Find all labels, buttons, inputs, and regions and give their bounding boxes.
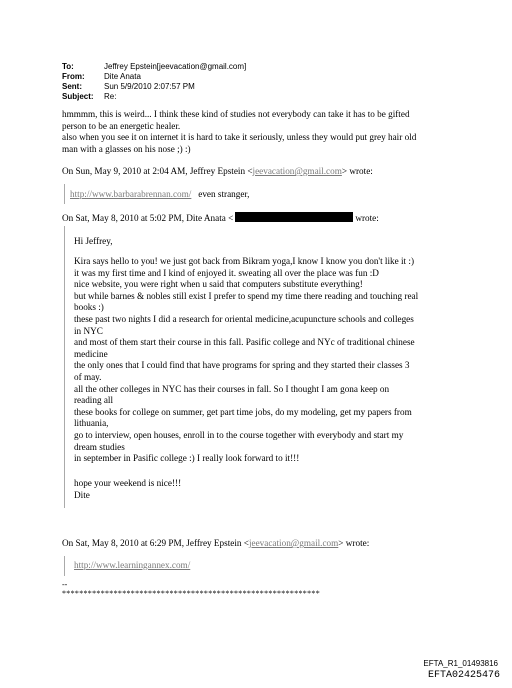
quote2-line: these past two nights I did a research for oriental medicine,acupuncture schools and colleges [74,313,414,324]
signature: Dite [74,489,90,500]
quote2-body [74,256,418,465]
quote3-attribution [62,538,369,550]
quote1-email-link[interactable]: jeevacation@gmail.com [252,166,342,176]
quote2-closing [74,478,181,501]
quote2-line: these books for college on summer, get part time jobs, do my modeling, get my papers from [74,406,412,417]
redaction-bar [235,212,353,222]
quote1-attribution-suffix: > wrote: [341,166,373,176]
quote-bar [64,184,65,204]
body-line: also when you see it on internet it is hard to take it seriously, unless they would put grey hair old [62,132,417,143]
from-value: Dite Anata [104,72,141,81]
quote2-attribution-prefix: On Sat, May 8, 2010 at 5:02 PM, Dite Anata < [62,213,234,223]
header-to-row [62,62,246,72]
body-top [62,109,416,155]
quote2-line: all the other colleges in NYC has their courses in fall. So I thought I am gona keep on [74,383,390,394]
quote2-line: nice website, you were right when u said that computers substitute everything! [74,279,363,290]
efta-r1-stamp: EFTA_R1_01493816 [423,659,498,668]
body-line: hmmmm, this is weird... I think these kind of studies not everybody can take it has to be gifted [62,109,410,119]
quote1-body [70,189,249,201]
quote2-line: of may. [74,371,102,382]
body-line: man with a glasses on his nose ;) :) [62,143,191,154]
quote2-line: go to interview, open houses, enroll in to the course together with everybody and start my [74,429,404,440]
from-label: From: [62,72,85,81]
quote2-greeting: Hi Jeffrey, [74,236,113,246]
quote2-line: dream studies [74,441,125,452]
subject-label: Subject: [62,92,94,101]
subject-value: Re: [104,92,117,101]
to-value: Jeffrey Epstein[jeevacation@gmail.com] [104,62,247,71]
quote1-link-after: even stranger, [198,189,250,199]
quote2-line: in september in Pasific college :) I really look forward to it!!! [74,453,300,464]
header-sent-row [62,82,246,92]
quote2-line: and most of them start their course in this fall. Pasific college and NYc of traditional chinese [74,337,415,348]
barbarabrennan-link[interactable]: http://www.barbarabrennan.com/ [70,189,192,199]
quote2-line: reading all [74,395,114,406]
quote2-line: Kira says hello to you! we just got back from Bikram yoga,I know I know you don't like it :) [74,256,415,266]
learningannex-link[interactable] [74,560,190,572]
signature-dashes: -- [62,580,68,589]
quote2-line: in NYC [74,325,103,336]
header-from-row [62,72,246,82]
to-label: To: [62,62,74,71]
efta-stamp: EFTA02425476 [427,670,500,681]
sent-label: Sent: [62,82,82,91]
closing-line: hope your weekend is nice!!! [74,478,182,488]
quote2-line: it was my first time and I kind of enjoyed it. sweating all over the place was fun :D [74,267,379,278]
quote2-line: books :) [74,302,104,313]
quote1-attribution [62,166,373,178]
quote2-line: but while barnes & nobles still exist I prefer to spend my time there reading and touching real [74,290,419,301]
quote1-attribution-prefix: On Sun, May 9, 2010 at 2:04 AM, Jeffrey Epstein < [62,166,253,176]
quote2-attribution [62,212,379,225]
quote2-line: the only ones that I could find that have programs for spring and they started their classes 3 [74,360,410,371]
quote-bar [64,556,65,576]
quote3-attribution-suffix: > wrote: [338,538,370,548]
header-subject-row [62,92,246,102]
quote-bar [64,226,65,508]
sent-value: Sun 5/9/2010 2:07:57 PM [104,82,195,91]
stars-separator: ************************************************************ [62,589,320,598]
quote2-attribution-suffix: wrote: [355,213,379,223]
quote3-attribution-prefix: On Sat, May 8, 2010 at 6:29 PM, Jeffrey Epstein < [62,538,249,548]
body-line: person to be an energetic healer. [62,120,181,131]
email-header [62,62,246,102]
learningannex-link-text[interactable]: http://www.learningannex.com/ [74,560,191,570]
quote2-line: lithuania, [74,418,109,429]
quote2-line: medicine [74,348,108,359]
quote3-email-link[interactable]: jeevacation@gmail.com [248,538,339,548]
